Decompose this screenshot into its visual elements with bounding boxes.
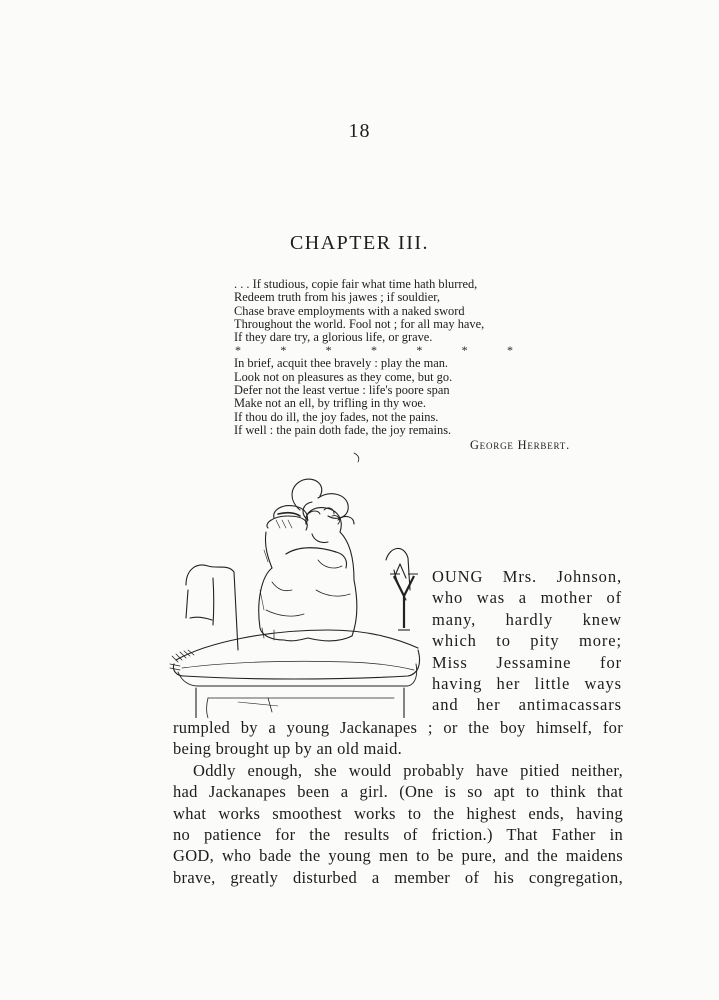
epigraph-line: Chase brave employments with a naked sword [234, 303, 465, 318]
epigraph-line: Look not on pleasures as they come, but go. [234, 369, 453, 384]
star-mark: * [461, 343, 468, 358]
epigraph-line: If they dare try, a glorious life, or grave. [234, 330, 433, 345]
epigraph-line: If well : the pain doth fade, the joy remains. [234, 422, 452, 437]
opening-paragraph-wrap [432, 566, 622, 716]
epigraph-line: In brief, acquit thee bravely : play the man. [234, 356, 448, 371]
epigraph [234, 278, 574, 453]
text-line: no patience for the results of friction.) That Father in [173, 825, 623, 845]
text-line: what works smoothest works to the highest ends, having [173, 803, 623, 823]
two-children-on-sofa-illustration [168, 450, 430, 718]
epigraph-line: Defer not the least vertue : life's poore span [234, 383, 450, 398]
text-line: rumpled by a young Jackanapes ; or the boy himself, for [173, 718, 623, 737]
star-mark: * [506, 343, 513, 358]
text-line: OUNG Mrs. Johnson, [432, 567, 622, 586]
star-mark: * [370, 343, 377, 358]
text-line: which to pity more; [432, 631, 622, 651]
epigraph-line: Redeem truth from his jawes ; if souldier, [234, 290, 440, 305]
star-mark: * [416, 343, 423, 358]
text-line: had Jackanapes been a girl. (One is so apt to think that [173, 782, 623, 802]
text-line: who was a mother of [432, 588, 622, 608]
epigraph-line: . . . If studious, copie fair what time hath blurred, [234, 277, 478, 291]
star-mark: * [325, 343, 332, 358]
star-mark: * [235, 343, 241, 358]
epigraph-line: Make not an ell, by trifling in thy woe. [234, 396, 427, 411]
text-line: being brought up by an old maid. [173, 739, 403, 759]
epigraph-attribution: George Herbert. [469, 438, 570, 453]
text-line: many, hardly knew [432, 609, 622, 629]
text-line: having her little ways [432, 674, 622, 694]
text-line: and her antimacassars [432, 695, 622, 715]
epigraph-line: Throughout the world. Fool not ; for all may have, [234, 316, 485, 331]
text-line: Miss Jessamine for [432, 652, 622, 672]
epigraph-line: If thou do ill, the joy fades, not the pains. [234, 409, 439, 424]
star-mark: * [280, 343, 287, 358]
text-line: brave, greatly disturbed a member of his congregation, [173, 867, 623, 887]
body-paragraphs [173, 717, 623, 888]
chapter-title: CHAPTER III. [289, 232, 430, 254]
text-line: Oddly enough, she would probably have pitied neither, [193, 760, 623, 780]
text-line: GOD, who bade the young men to be pure, and the maidens [173, 846, 623, 866]
page-number: 18 [348, 120, 371, 142]
